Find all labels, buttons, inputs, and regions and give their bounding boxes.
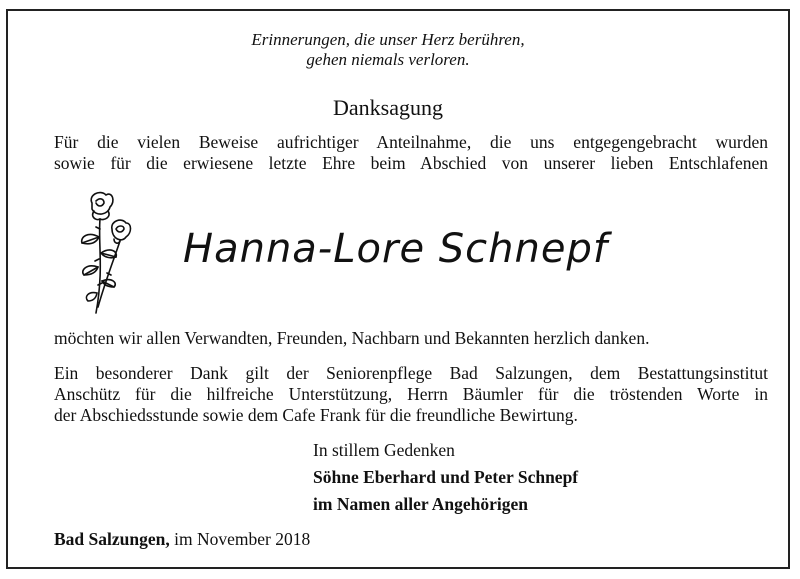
quote-line-1: Erinnerungen, die unser Herz berühren, [251, 30, 525, 49]
special-thanks-line-2: Anschütz für die hilfreiche Unterstützung, Herrn Bäumler für die tröstenden Worte in [54, 384, 768, 404]
notice-frame [6, 9, 790, 569]
special-thanks-line-1: Ein besonderer Dank gilt der Seniorenpflege Bad Salzungen, dem Bestattungsinstitut [54, 363, 768, 383]
place: Bad Salzungen, [54, 529, 170, 549]
quote-line-2: gehen niemals verloren. [306, 50, 470, 69]
thanks-line: möchten wir allen Verwandten, Freunden, Nachbarn und Bekannten herzlich danken. [54, 328, 650, 348]
rose-icon [74, 189, 142, 317]
intro-line-1: Für die vielen Beweise aufrichtiger Anteilnahme, die uns entgegengebracht wurden [54, 132, 768, 152]
signature-greeting: In stillem Gedenken [313, 440, 455, 460]
special-thanks-line-3: der Abschiedsstunde sowie dem Cafe Frank für die freundliche Bewirtung. [54, 405, 578, 425]
page-title: Danksagung [333, 95, 443, 120]
date: im November 2018 [169, 529, 311, 549]
deceased-name: Hanna-Lore Schnepf [183, 226, 608, 272]
signature-family: im Namen aller Angehörigen [313, 494, 529, 514]
intro-line-2: sowie für die erwiesene letzte Ehre beim Abschied von unserer lieben Entschlafenen [54, 153, 768, 173]
signature-names: Söhne Eberhard und Peter Schnepf [313, 467, 579, 487]
place-date [54, 529, 768, 550]
